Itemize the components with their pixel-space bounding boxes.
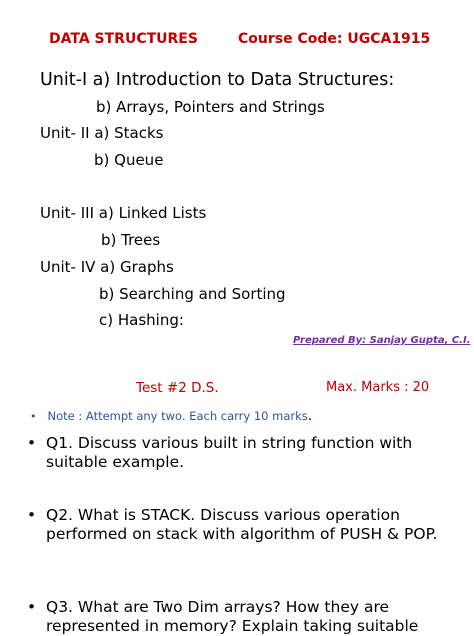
question-text: Q2. What is STACK. Discuss various operation performed on stack with algorithm of PUSH & POP. bbox=[46, 506, 438, 543]
question-item bbox=[27, 434, 447, 472]
syllabus-line-unit4: Unit- IV a) Graphs bbox=[40, 258, 174, 276]
bullet-icon: • bbox=[27, 434, 37, 452]
question-text: Q1. Discuss various built in string function with suitable example. bbox=[46, 434, 413, 471]
syllabus-line-unit4-c: c) Hashing: bbox=[99, 311, 184, 329]
course-code: Course Code: UGCA1915 bbox=[238, 31, 431, 47]
note-line bbox=[30, 408, 312, 424]
syllabus-line-unit4-b: b) Searching and Sorting bbox=[99, 285, 286, 303]
max-marks: Max. Marks : 20 bbox=[326, 380, 430, 395]
syllabus-line-unit2: Unit- II a) Stacks bbox=[40, 124, 164, 142]
syllabus-line-unit1-b: b) Arrays, Pointers and Strings bbox=[96, 98, 325, 116]
question-text: Q3. What are Two Dim arrays? How they are represented in memory? Explain taking suitable bbox=[46, 598, 419, 635]
question-item bbox=[27, 598, 447, 636]
syllabus-line-unit2-b: b) Queue bbox=[94, 151, 164, 169]
subject-title: DATA STRUCTURES bbox=[49, 31, 198, 47]
syllabus-line-unit3-b: b) Trees bbox=[101, 231, 161, 249]
bullet-icon: • bbox=[30, 409, 37, 423]
syllabus-line-unit1: Unit-I a) Introduction to Data Structures: bbox=[40, 70, 395, 90]
bullet-icon: • bbox=[27, 506, 37, 524]
prepared-by: Prepared By: Sanjay Gupta, C.I. bbox=[293, 335, 471, 346]
bullet-icon: • bbox=[27, 598, 37, 616]
note-text: Note : Attempt any two. Each carry 10 marks bbox=[47, 409, 308, 423]
syllabus-line-unit3: Unit- III a) Linked Lists bbox=[40, 204, 207, 222]
question-item bbox=[27, 506, 447, 544]
note-end: . bbox=[307, 408, 313, 424]
test-title: Test #2 D.S. bbox=[136, 380, 219, 396]
